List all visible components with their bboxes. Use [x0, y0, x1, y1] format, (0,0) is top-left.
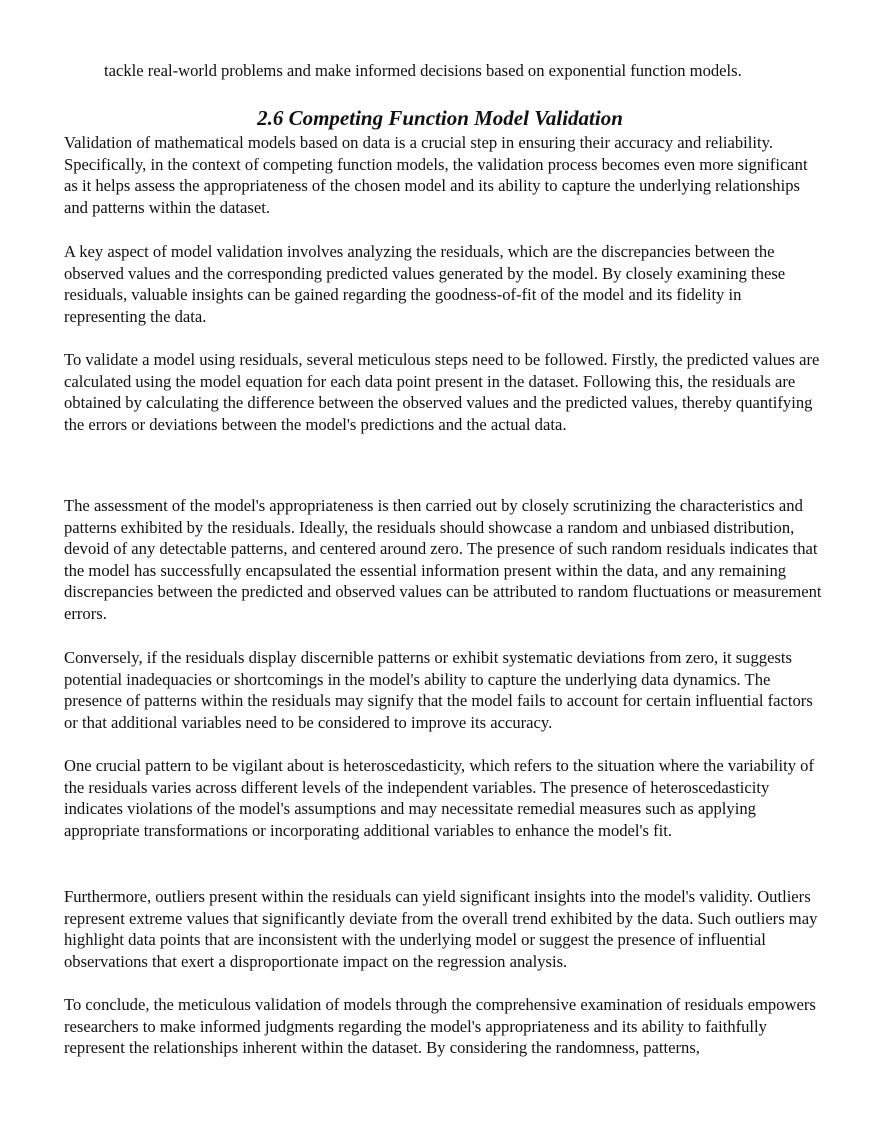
paragraph-residuals-analysis: A key aspect of model validation involves analyzing the residuals, which are the discrepancies between the observed values and the corresponding predicted values generated by the model. By closely examining these residuals, valuable insights can be gained regarding the goodness-of-fit of the model and its fidelity in representing the data.: [64, 242, 786, 326]
paragraph-validation-intro: Validation of mathematical models based on data is a crucial step in ensuring their accuracy and reliability. Specifically, in the context of competing function models, the validation process becomes even more significant as it helps assess the appropriateness of the chosen model and its ability to capture the underlying relationships and patterns within the dataset.: [64, 133, 808, 217]
paragraph-appropriateness-assessment: The assessment of the model's appropriateness is then carried out by closely scrutinizing the characteristics and patterns exhibited by the residuals. Ideally, the residuals should showcase a random and unbiased distribution, devoid of any detectable patterns, and centered around zero. The presence of such random residuals indicates that the model has successfully encapsulated the essential information present within the data, and any remaining discrepancies between the predicted and observed values can be attributed to random fluctuations or measurement errors.: [64, 496, 822, 623]
carry-over-line: tackle real-world problems and make informed decisions based on exponential function models.: [104, 61, 742, 80]
paragraph-validation-steps: To validate a model using residuals, several meticulous steps need to be followed. Firstly, the predicted values are calculated using the model equation for each data point present in the dataset. Following this, the residuals are obtained by calculating the difference between the observed values and the predicted values, thereby quantifying the errors or deviations between the model's predictions and the actual data.: [64, 350, 820, 434]
paragraph-heteroscedasticity: One crucial pattern to be vigilant about is heteroscedasticity, which refers to the situation where the variability of the residuals varies across different levels of the independent variables. The presence of heteroscedasticity indicates violations of the model's assumptions and may necessitate remedial measures such as applying appropriate transformations or incorporating additional variables to enhance the model's fit.: [64, 756, 814, 840]
paragraph-discernible-patterns: Conversely, if the residuals display discernible patterns or exhibit systematic deviations from zero, it suggests potential inadequacies or shortcomings in the model's ability to capture the underlying data dynamics. The presence of patterns within the residuals may signify that the model fails to account for certain influential factors or that additional variables need to be considered to improve its accuracy.: [64, 648, 813, 732]
paragraph-conclusion: To conclude, the meticulous validation of models through the comprehensive examination of residuals empowers researchers to make informed judgments regarding the model's appropriateness and its ability to faithfully represent the relationships inherent within the dataset. By considering the randomness, patterns,: [64, 995, 816, 1058]
paragraph-outliers: Furthermore, outliers present within the residuals can yield significant insights into the model's validity. Outliers represent extreme values that significantly deviate from the overall trend exhibited by the data. Such outliers may highlight data points that are inconsistent with the underlying model or suggest the presence of influential observations that exert a disproportionate impact on the regression analysis.: [64, 887, 818, 971]
section-heading: 2.6 Competing Function Model Validation: [257, 106, 623, 130]
